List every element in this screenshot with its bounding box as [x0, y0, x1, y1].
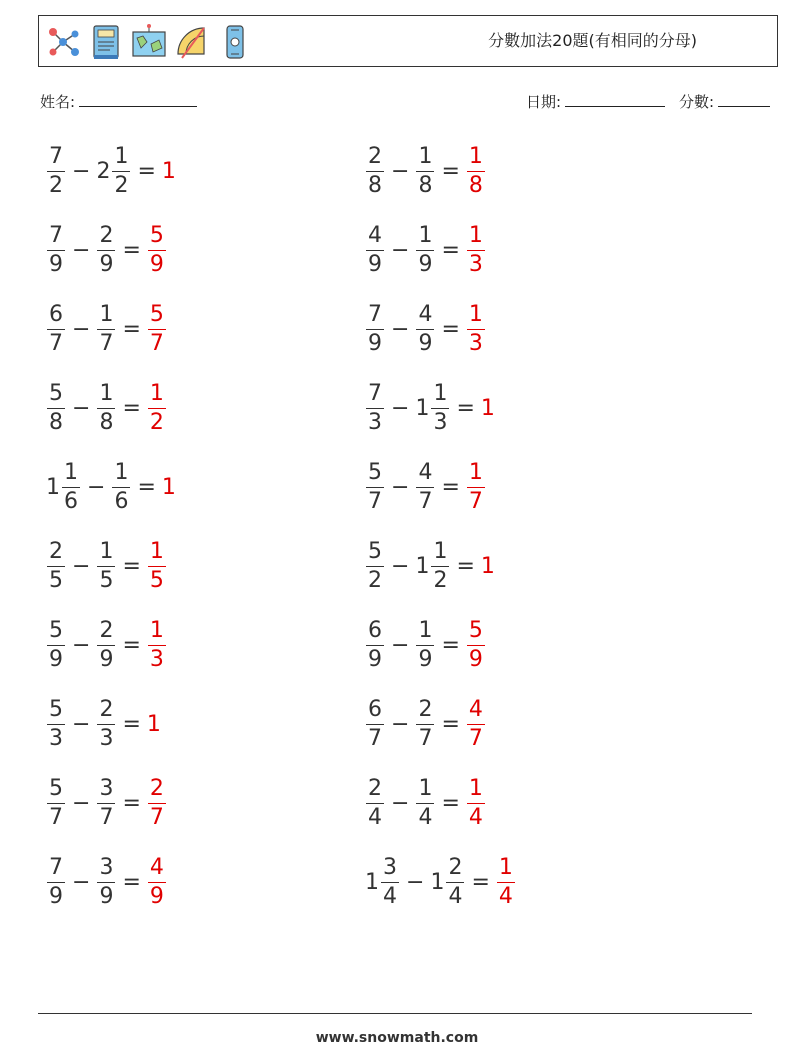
problem-item [46, 535, 167, 597]
operand-a-denominator: 9 [49, 646, 63, 672]
problem-item [46, 693, 162, 755]
footer-site: www.snowmath.com [315, 1030, 479, 1046]
answer [466, 301, 486, 356]
answer-denominator: 7 [149, 804, 164, 830]
equals-sign: = [122, 711, 141, 737]
operand-a-fraction [381, 854, 399, 909]
minus-sign: − [72, 316, 91, 342]
answer [162, 159, 177, 184]
equals-sign: = [137, 158, 156, 184]
operand-a-numerator: 5 [47, 383, 65, 409]
answer-whole: 1 [161, 474, 176, 500]
answer-fraction [497, 854, 515, 909]
minus-sign: − [391, 711, 410, 737]
minus-sign: − [391, 474, 410, 500]
operand-b-denominator: 4 [448, 883, 463, 909]
operand-a-denominator: 9 [368, 251, 382, 277]
operand-a-fraction [366, 775, 384, 830]
answer-denominator: 5 [149, 567, 164, 593]
answer-denominator: 7 [468, 488, 483, 514]
answer-numerator: 2 [148, 778, 166, 804]
operand-a-fraction [47, 696, 65, 751]
equals-sign: = [441, 158, 460, 184]
minus-sign: − [391, 632, 410, 658]
minus-sign: − [391, 316, 410, 342]
operand-b-fraction [97, 617, 115, 672]
answer [162, 475, 177, 500]
answer [481, 554, 496, 579]
operand-a-numerator: 5 [366, 541, 384, 567]
answer-whole: 1 [146, 711, 161, 737]
equals-sign: = [137, 474, 156, 500]
problem-item [46, 377, 167, 439]
minus-sign: − [72, 869, 91, 895]
operand-a-numerator: 7 [47, 857, 65, 883]
operand-b-denominator: 7 [418, 488, 433, 514]
minus-sign: − [391, 158, 410, 184]
equals-sign: = [122, 395, 141, 421]
operand-b-whole: 1 [415, 395, 430, 421]
operand-a-numerator: 6 [366, 620, 384, 646]
equals-sign: = [471, 869, 490, 895]
answer-fraction [148, 538, 166, 593]
answer-fraction [148, 854, 166, 909]
equals-sign: = [122, 316, 141, 342]
answer-denominator: 7 [149, 330, 164, 356]
operand-b-fraction [416, 143, 434, 198]
answer-whole: 1 [480, 553, 495, 579]
score-line[interactable] [718, 90, 770, 107]
operand-a-fraction [366, 538, 384, 593]
operand-a-numerator: 5 [47, 778, 65, 804]
operand-b-denominator: 9 [418, 646, 433, 672]
operand-a-numerator: 7 [366, 383, 384, 409]
problem-item [46, 614, 167, 676]
answer [466, 143, 486, 198]
answer-fraction [467, 143, 485, 198]
problem-item [365, 772, 486, 834]
operand-a-fraction [47, 143, 65, 198]
operand-b-numerator: 2 [97, 699, 115, 725]
operand-a-fraction [47, 775, 65, 830]
answer [147, 775, 167, 830]
answer-whole: 1 [161, 158, 176, 184]
operand-a-numerator: 2 [366, 778, 384, 804]
operand-b-numerator: 3 [97, 778, 115, 804]
operand-b-whole: 2 [96, 158, 111, 184]
equals-sign: = [456, 553, 475, 579]
operand-b-numerator: 1 [431, 383, 449, 409]
operand-a-denominator: 6 [64, 488, 78, 514]
problem-item [46, 456, 177, 518]
operand-b-denominator: 6 [114, 488, 129, 514]
answer-fraction [148, 380, 166, 435]
operand-b-fraction [416, 696, 434, 751]
operand-b-fraction [97, 301, 115, 356]
operand-b-numerator: 2 [416, 699, 434, 725]
operand-a-denominator: 3 [368, 409, 382, 435]
operand-b-denominator: 9 [99, 251, 114, 277]
equals-sign: = [122, 553, 141, 579]
answer [466, 459, 486, 514]
date-line[interactable] [565, 90, 665, 107]
operand-b-denominator: 9 [99, 883, 114, 909]
operand-b-numerator: 1 [431, 541, 449, 567]
operand-a-denominator: 9 [49, 251, 63, 277]
operand-b-fraction [416, 775, 434, 830]
answer [466, 696, 486, 751]
answer-denominator: 4 [498, 883, 513, 909]
operand-a-numerator: 4 [366, 225, 384, 251]
operand-b-denominator: 9 [418, 330, 433, 356]
answer [466, 222, 486, 277]
equals-sign: = [441, 474, 460, 500]
operand-a-denominator: 8 [368, 172, 382, 198]
operand-a-numerator: 3 [381, 857, 399, 883]
operand-b-whole: 1 [415, 553, 430, 579]
problem-item [365, 219, 486, 281]
answer [466, 617, 486, 672]
map-icon [131, 22, 167, 62]
answer-fraction [467, 775, 485, 830]
operand-b-denominator: 2 [114, 172, 129, 198]
operand-a-fraction [47, 301, 65, 356]
answer-fraction [467, 222, 485, 277]
minus-sign: − [72, 632, 91, 658]
answer-denominator: 2 [149, 409, 164, 435]
operand-a-numerator: 6 [366, 699, 384, 725]
operand-b-numerator: 2 [97, 620, 115, 646]
minus-sign: − [391, 395, 410, 421]
answer-denominator: 3 [468, 251, 483, 277]
operand-b-denominator: 9 [99, 646, 114, 672]
operand-b-numerator: 2 [97, 225, 115, 251]
operand-b-numerator: 1 [112, 146, 130, 172]
book-icon [88, 22, 124, 62]
operand-a-numerator: 5 [47, 699, 65, 725]
molecule-icon [45, 22, 81, 62]
operand-b-fraction [416, 301, 434, 356]
operand-a-whole: 1 [46, 474, 60, 500]
operand-a-numerator: 5 [47, 620, 65, 646]
problem-item [46, 219, 167, 281]
answer-fraction [467, 301, 485, 356]
operand-a-numerator: 1 [62, 462, 80, 488]
operand-b-denominator: 8 [418, 172, 433, 198]
answer-denominator: 9 [468, 646, 483, 672]
answer-denominator: 3 [468, 330, 483, 356]
name-field [40, 90, 197, 112]
protractor-icon [174, 22, 210, 62]
problem-item [46, 298, 167, 360]
answer-numerator: 1 [148, 620, 166, 646]
operand-b-fraction [97, 854, 115, 909]
operand-a-denominator: 9 [368, 330, 382, 356]
operand-a-fraction [366, 380, 384, 435]
worksheet-title: 分數加法20題(有相同的分母) [488, 31, 697, 50]
operand-a-fraction [366, 617, 384, 672]
equals-sign: = [441, 316, 460, 342]
answer-numerator: 1 [467, 462, 485, 488]
operand-b-numerator: 1 [97, 304, 115, 330]
operand-b-fraction [416, 459, 434, 514]
operand-a-denominator: 4 [383, 883, 397, 909]
answer-denominator: 9 [149, 883, 164, 909]
equals-sign: = [122, 869, 141, 895]
sharpener-icon [217, 22, 253, 62]
operand-b-fraction [431, 380, 449, 435]
answer-fraction [148, 301, 166, 356]
problem-item [365, 298, 486, 360]
answer-fraction [148, 775, 166, 830]
minus-sign: − [72, 395, 91, 421]
answer-numerator: 1 [467, 304, 485, 330]
operand-b-numerator: 1 [97, 541, 115, 567]
answer [496, 854, 516, 909]
header-icons [45, 20, 260, 64]
operand-a-fraction [47, 617, 65, 672]
equals-sign: = [441, 237, 460, 263]
operand-a-denominator: 8 [49, 409, 63, 435]
minus-sign: − [72, 158, 91, 184]
operand-a-numerator: 6 [47, 304, 65, 330]
operand-a-fraction [47, 538, 65, 593]
problem-item [365, 535, 496, 597]
date-field [526, 90, 665, 112]
operand-a-fraction [366, 696, 384, 751]
operand-b-denominator: 7 [99, 330, 114, 356]
answer-whole: 1 [480, 395, 495, 421]
answer-fraction [467, 459, 485, 514]
answer-denominator: 7 [468, 725, 483, 751]
answer [147, 301, 167, 356]
operand-b-denominator: 9 [418, 251, 433, 277]
operand-b-numerator: 1 [416, 778, 434, 804]
operand-a-denominator: 4 [368, 804, 382, 830]
operand-a-denominator: 9 [49, 883, 63, 909]
operand-a-numerator: 2 [47, 541, 65, 567]
name-label: 姓名: [40, 93, 76, 111]
answer-fraction [467, 696, 485, 751]
operand-b-numerator: 4 [416, 304, 434, 330]
operand-b-denominator: 4 [418, 804, 433, 830]
operand-b-numerator: 1 [112, 462, 130, 488]
operand-a-fraction [366, 222, 384, 277]
operand-a-fraction [47, 380, 65, 435]
answer-numerator: 4 [467, 699, 485, 725]
minus-sign: − [87, 474, 106, 500]
operand-a-numerator: 7 [366, 304, 384, 330]
operand-a-denominator: 9 [368, 646, 382, 672]
equals-sign: = [441, 632, 460, 658]
answer-numerator: 1 [467, 225, 485, 251]
operand-a-fraction [47, 854, 65, 909]
operand-a-denominator: 2 [368, 567, 382, 593]
operand-b-numerator: 3 [97, 857, 115, 883]
problem-item [46, 851, 167, 913]
footer-divider [38, 1013, 752, 1014]
answer-denominator: 4 [468, 804, 483, 830]
answer [147, 854, 167, 909]
answer [147, 712, 162, 737]
answer-denominator: 9 [149, 251, 164, 277]
operand-b-fraction [97, 380, 115, 435]
answer [147, 380, 167, 435]
answer-numerator: 1 [467, 146, 485, 172]
operand-b-numerator: 1 [416, 620, 434, 646]
score-label: 分數: [679, 93, 715, 111]
problem-item [365, 456, 486, 518]
minus-sign: − [72, 237, 91, 263]
score-field [679, 90, 770, 112]
minus-sign: − [391, 790, 410, 816]
answer [147, 617, 167, 672]
answer [147, 538, 167, 593]
name-line[interactable] [79, 90, 197, 107]
operand-b-numerator: 1 [416, 225, 434, 251]
equals-sign: = [122, 790, 141, 816]
operand-a-denominator: 5 [49, 567, 63, 593]
answer-numerator: 1 [148, 383, 166, 409]
operand-b-fraction [416, 222, 434, 277]
problem-item [365, 693, 486, 755]
problem-item [365, 377, 496, 439]
operand-b-numerator: 1 [416, 146, 434, 172]
answer-numerator: 1 [148, 541, 166, 567]
operand-b-denominator: 2 [433, 567, 448, 593]
operand-b-fraction [112, 143, 130, 198]
operand-b-fraction [112, 459, 130, 514]
operand-b-denominator: 7 [418, 725, 433, 751]
operand-b-numerator: 4 [416, 462, 434, 488]
operand-a-denominator: 7 [49, 330, 63, 356]
equals-sign: = [441, 790, 460, 816]
problem-item [365, 140, 486, 202]
problem-item [365, 614, 486, 676]
operand-b-denominator: 7 [99, 804, 114, 830]
operand-b-fraction [97, 775, 115, 830]
operand-a-denominator: 7 [49, 804, 63, 830]
answer-denominator: 3 [149, 646, 164, 672]
operand-a-fraction [62, 459, 80, 514]
operand-a-fraction [366, 301, 384, 356]
equals-sign: = [122, 237, 141, 263]
minus-sign: − [406, 869, 425, 895]
answer-numerator: 4 [148, 857, 166, 883]
operand-a-fraction [366, 459, 384, 514]
answer [466, 775, 486, 830]
operand-b-fraction [97, 222, 115, 277]
answer-fraction [148, 617, 166, 672]
operand-a-numerator: 7 [47, 225, 65, 251]
answer-fraction [148, 222, 166, 277]
answer [147, 222, 167, 277]
operand-b-denominator: 8 [99, 409, 114, 435]
equals-sign: = [441, 711, 460, 737]
operand-a-numerator: 2 [366, 146, 384, 172]
operand-a-fraction [47, 222, 65, 277]
operand-b-denominator: 5 [99, 567, 114, 593]
operand-b-denominator: 3 [99, 725, 114, 751]
operand-b-numerator: 1 [97, 383, 115, 409]
minus-sign: − [72, 790, 91, 816]
minus-sign: − [72, 553, 91, 579]
equals-sign: = [456, 395, 475, 421]
operand-a-numerator: 7 [47, 146, 65, 172]
operand-b-denominator: 3 [433, 409, 448, 435]
operand-b-fraction [446, 854, 464, 909]
operand-a-numerator: 5 [366, 462, 384, 488]
operand-a-denominator: 3 [49, 725, 63, 751]
operand-b-fraction [416, 617, 434, 672]
operand-b-fraction [97, 538, 115, 593]
answer-numerator: 5 [148, 225, 166, 251]
answer-denominator: 8 [468, 172, 483, 198]
problem-item [46, 140, 177, 202]
operand-a-whole: 1 [365, 869, 379, 895]
answer-fraction [467, 617, 485, 672]
date-label: 日期: [526, 93, 562, 111]
operand-a-denominator: 2 [49, 172, 63, 198]
equals-sign: = [122, 632, 141, 658]
answer-numerator: 1 [467, 778, 485, 804]
answer-numerator: 1 [497, 857, 515, 883]
operand-b-fraction [97, 696, 115, 751]
problem-item [46, 772, 167, 834]
operand-a-fraction [366, 143, 384, 198]
problem-item [365, 851, 516, 913]
answer [481, 396, 496, 421]
operand-a-denominator: 7 [368, 488, 382, 514]
minus-sign: − [391, 237, 410, 263]
answer-numerator: 5 [467, 620, 485, 646]
operand-b-numerator: 2 [446, 857, 464, 883]
worksheet-header [38, 15, 778, 67]
operand-b-whole: 1 [430, 869, 445, 895]
answer-numerator: 5 [148, 304, 166, 330]
operand-b-fraction [431, 538, 449, 593]
minus-sign: − [72, 711, 91, 737]
minus-sign: − [391, 553, 410, 579]
operand-a-denominator: 7 [368, 725, 382, 751]
